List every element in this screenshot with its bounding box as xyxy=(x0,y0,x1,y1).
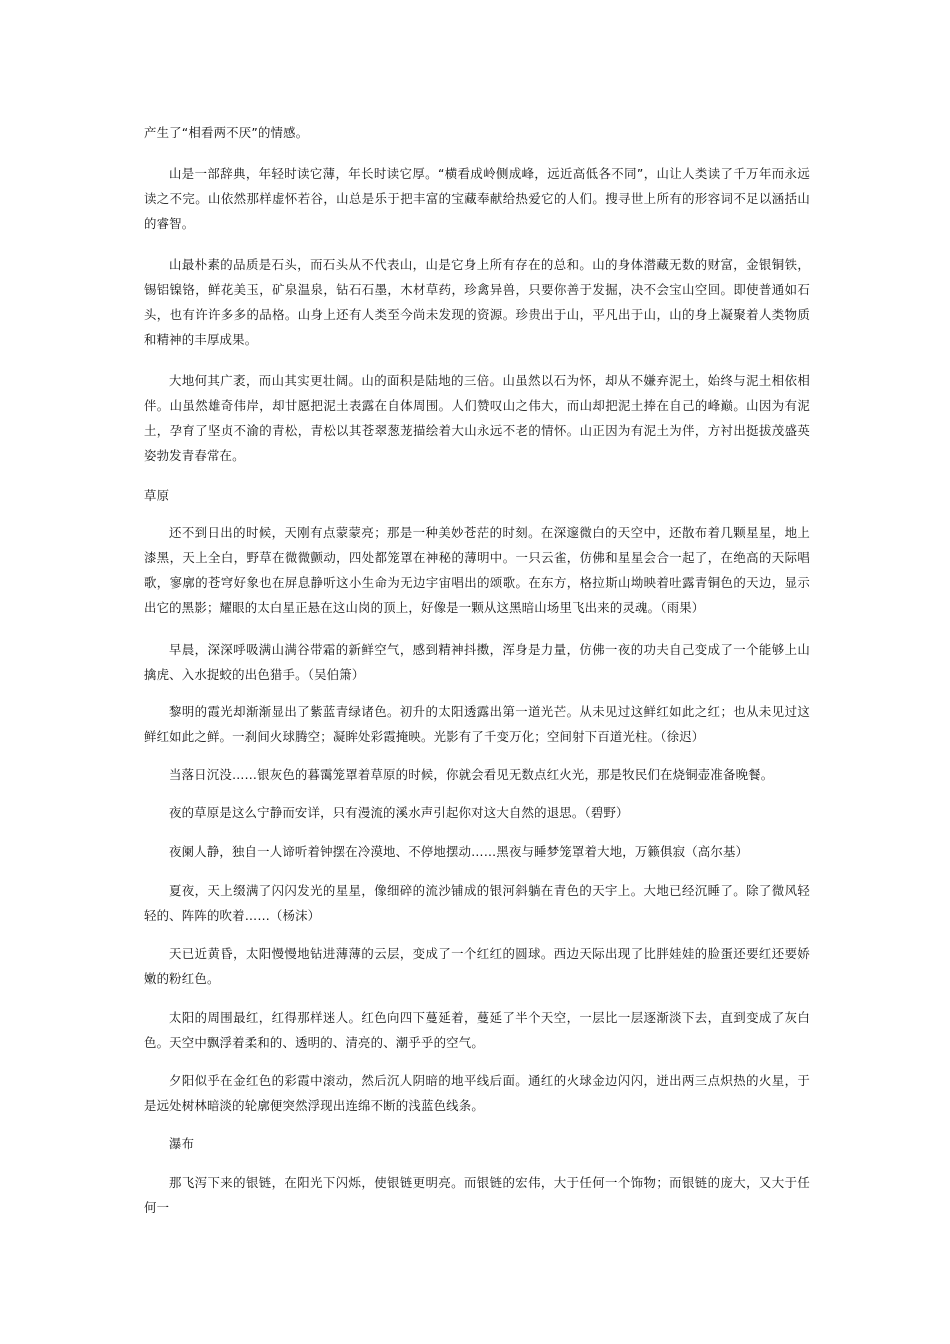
paragraph-sun-red: 太阳的周围最红，红得那样迷人。红色向四下蔓延着，蔓延了半个天空，一层比一层逐渐淡下去，直到变成了灰白色。天空中飘浮着柔和的、透明的、清亮的、潮乎乎的空气。 xyxy=(144,1010,810,1050)
paragraph-night-gorky: 夜阑人静，独自一人谛听着钟摆在冷漠地、不停地摆动……黑夜与睡梦笼罩着大地，万籁俱寂（高尔基） xyxy=(169,844,749,859)
paragraph-dawn-hugo: 还不到日出的时候，天刚有点蒙蒙亮；那是一种美妙苍茫的时刻。在深邃微白的天空中，还散布着几颗星星，地上漆黑，天上全白，野草在微微颤动，四处都笼罩在神秘的薄明中。一只云雀，仿佛和星星会合一起了，在绝高的天际唱歌，寥廓的苍穹好象也在屏息静听这小生命为无边宇宙唱出的颂歌。在东方，格拉斯山坳映着吐露青铜色的天边，显示出它的黑影；耀眼的太白星正悬在这山岗的顶上，好像是一颗从这黑暗山场里飞出来的灵魂。（雨果） xyxy=(144,525,810,615)
paragraph-mountain-soil: 大地何其广袤，而山其实更壮阔。山的面积是陆地的三倍。山虽然以石为怀，却从不嫌弃泥土，始终与泥土相依相伴。山虽然雄奇伟岸，却甘愿把泥土表露在自体周围。人们赞叹山之伟大，而山却把泥土捧在自己的峰巅。山因为有泥土，孕育了坚贞不渝的青松，青松以其苍翠葱茏描绘着大山永远不老的情怀。山正因为有泥土为伴，方衬出挺拔茂盛英姿勃发青春常在。 xyxy=(144,373,810,463)
paragraph-dusk: 天已近黄昏，太阳慢慢地钻进薄薄的云层，变成了一个红红的圆球。西边天际出现了比胖娃娃的脸蛋还要红还要娇嫩的粉红色。 xyxy=(144,946,810,986)
paragraph-sunset-grassland: 当落日沉没……银灰色的暮霭笼罩着草原的时候，你就会看见无数点红火光，那是牧民们在烧铜壶准备晚餐。 xyxy=(169,767,774,782)
section-heading-grassland: 草原 xyxy=(144,488,170,503)
paragraph-mountain-dictionary: 山是一部辞典，年轻时读它薄，年长时读它厚。“横看成岭侧成峰，远近高低各不同”，山让人类读了千万年而永远读之不完。山依然那样虚怀若谷，山总是乐于把丰富的宝藏奉献给热爱它的人们。搜寻世上所有的形容词不足以涵括山的睿智。 xyxy=(144,166,810,231)
paragraph-mountain-stone: 山最朴素的品质是石头，而石头从不代表山，山是它身上所有存在的总和。山的身体潜藏无数的财富，金银铜铁，锡铝镍铬，鲜花美玉，矿泉温泉，钻石石墨，木材草药，珍禽异兽，只要你善于发掘，决不会宝山空回。即使普通如石头，也有许许多多的品格。山身上还有人类至今尚未发现的资源。珍贵出于山，平凡出于山，山的身上凝聚着人类物质和精神的丰厚成果。 xyxy=(144,257,810,347)
paragraph-dawn-xu: 黎明的霞光却渐渐显出了紫蓝青绿诸色。初升的太阳透露出第一道光芒。从未见过这鲜红如此之红；也从未见过这鲜红如此之鲜。一刹间火球腾空；凝眸处彩霞掩映。光影有了千变万化；空间射下百道光柱。（徐迟） xyxy=(144,704,810,744)
paragraph-night-bi: 夜的草原是这么宁静而安详，只有漫流的溪水声引起你对这大自然的退思。（碧野） xyxy=(169,805,629,820)
paragraph-morning-wu: 早晨，深深呼吸满山满谷带霜的新鲜空气，感到精神抖擞，浑身是力量，仿佛一夜的功夫自己变成了一个能够上山擒虎、入水捉蛟的出色猎手。（吴伯箫） xyxy=(144,642,810,682)
paragraph-summer-night-yang: 夏夜，天上缀满了闪闪发光的星星，像细碎的流沙铺成的银河斜躺在青色的天宇上。大地已经沉睡了。除了微风轻轻的、阵阵的吹着……（杨沫） xyxy=(144,883,810,923)
paragraph-sunset-gold: 夕阳似乎在金红色的彩霞中滚动，然后沉人阴暗的地平线后面。通红的火球金边闪闪，迸出两三点炽热的火星，于是远处树林暗淡的轮廓便突然浮现出连绵不断的浅蓝色线条。 xyxy=(144,1073,810,1113)
paragraph-continuation: 产生了“相看两不厌”的情感。 xyxy=(144,125,309,140)
section-heading-waterfall: 瀑布 xyxy=(169,1136,195,1151)
paragraph-waterfall-silver: 那飞泻下来的银链，在阳光下闪烁，使银链更明亮。而银链的宏伟，大于任何一个饰物；而银链的庞大，又大于任何一 xyxy=(144,1175,810,1215)
